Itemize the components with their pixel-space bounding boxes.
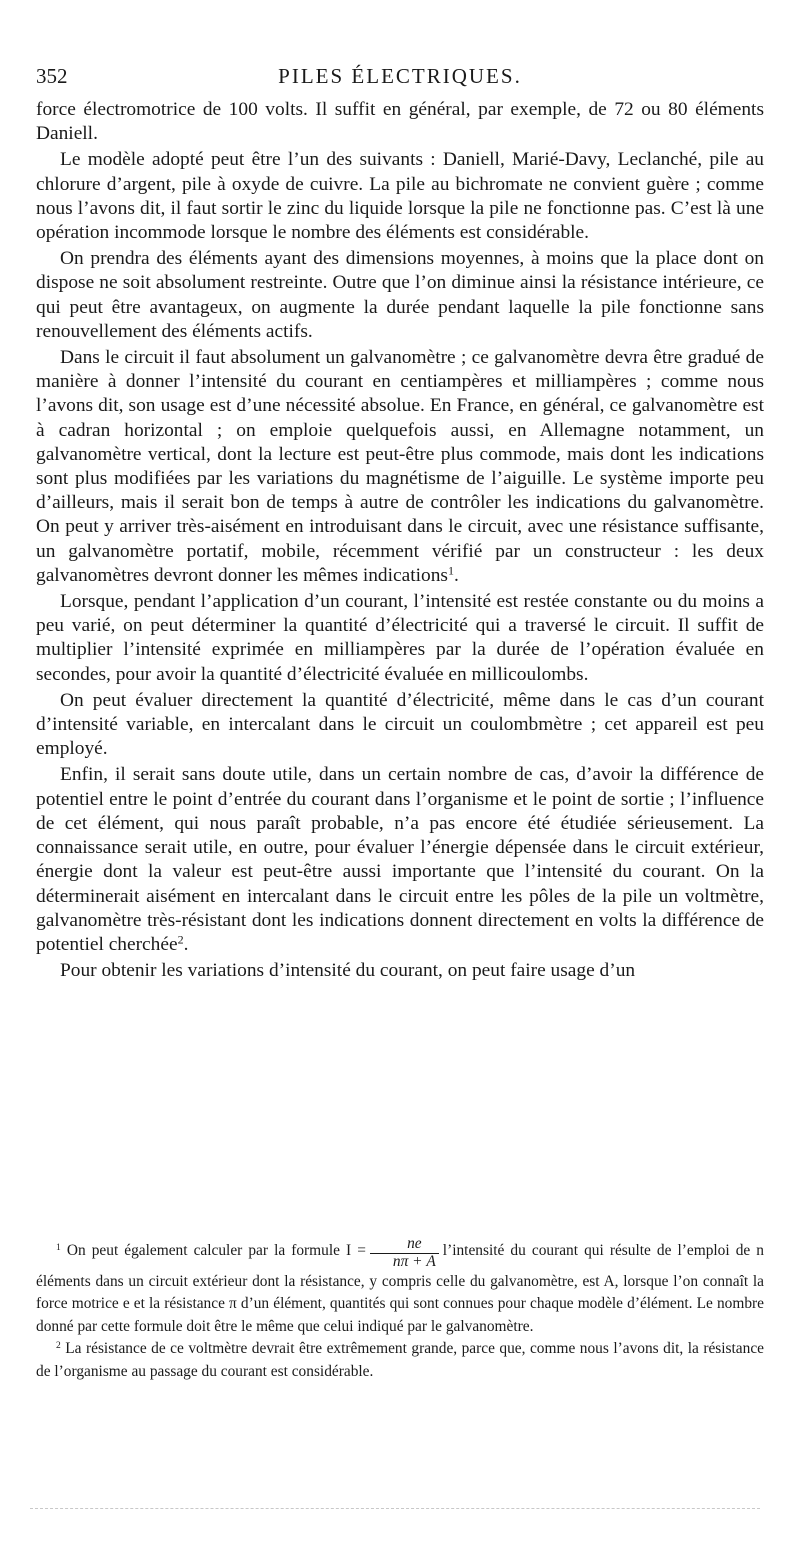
footnote-1 (36, 1236, 764, 1338)
footnote-2-mark: 2 (56, 1339, 61, 1351)
paragraph-7-text: Enfin, il serait sans doute utile, dans un certain nombre de cas, d’avoir la différence de potentiel entre le point d’entrée du courant dans l’organisme et le point de sortie ; l’influence de cet élément, qui nous paraît probable, n’a pas encore été étudiée sérieusement. La connaissance serait utile, en outre, pour évaluer l’énergie dépensée dans le circuit extérieur, énergie dont la valeur est peut-être aussi importante que l’intensité du courant. On la déterminerait aisément en intercalant dans le circuit entre les pôles de la pile un voltmètre, galvanomètre très-résistant dont les indications donnent directement en volts la différence de potentiel cherchée (36, 764, 764, 955)
footnote-ref-2[interactable]: 2 (177, 932, 184, 947)
page-number: 352 (36, 64, 68, 88)
running-title: PILES ÉLECTRIQUES. (278, 64, 522, 88)
paragraph-7 (36, 763, 764, 957)
bottom-rule (30, 1508, 760, 1509)
paragraph-8: Pour obtenir les variations d’intensité du courant, on peut faire usage d’un (60, 960, 636, 982)
formula-fraction (370, 1236, 439, 1271)
paragraph-5: Lorsque, pendant l’application d’un courant, l’intensité est restée constante ou du moins a peu varié, on peut déterminer la quantité d’électricité qui a traversé le circuit. Il suffit de multiplier l’intensité exprimée en milliampères par la durée de l’opération évaluée en secondes, pour avoir la quantité d’électricité évaluée en millicoulombs. (36, 591, 764, 685)
footnote-2-text: La résistance de ce voltmètre devrait être extrêmement grande, parce que, comme nous l’avons dit, la résistance de l’organisme au passage du courant est considérable. (36, 1340, 764, 1380)
formula-denominator: nπ + A (392, 1252, 436, 1270)
paragraph-6: On peut évaluer directement la quantité d’électricité, même dans le cas d’un courant d’intensité variable, en intercalant dans le circuit un coulombmètre ; cet appareil est peu employé. (36, 689, 764, 760)
paragraph-4 (36, 346, 764, 588)
paragraph-3: On prendra des éléments ayant des dimensions moyennes, à moins que la place dont on dispose ne soit absolument restreinte. Outre que l’on diminue ainsi la résistance intérieure, ce qui peut être avantageux, on augmente la durée pendant laquelle la pile fonctionne sans renouvellement des éléments actifs. (36, 248, 764, 342)
footnotes (36, 1236, 764, 1383)
paragraph-4-text: Dans le circuit il faut absolument un galvanomètre ; ce galvanomètre devra être gradué de manière à donner l’intensité du courant en centiampères et milliampères ; comme nous l’avons dit, son usage est d’une nécessité absolue. En France, en général, ce galvanomètre est à cadran horizontal ; on emploie quelquefois aussi, en Allemagne notamment, un galvanomètre vertical, dont la lecture est peut-être plus commode, mais dont les indications sont plus modifiées par les variations du magnétisme de l’aiguille. Le système importe peu d’ailleurs, mais il serait bon de temps à autre de contrôler les indications du galvanomètre. On peut y arriver très-aisément en introduisant dans le circuit, avec une résistance suffisante, un galvanomètre portatif, mobile, récemment vérifié par un constructeur : les deux galvanomètres devront donner les mêmes indications (36, 347, 764, 586)
footnote-2 (36, 1338, 764, 1383)
footnote-1-mark: 1 (56, 1241, 61, 1253)
paragraph-7-end: . (183, 933, 189, 955)
formula-numerator: ne (370, 1236, 439, 1254)
paragraph-2: Le modèle adopté peut être l’un des suivants : Daniell, Marié-Davy, Leclanché, pile au chlorure d’argent, pile à oxyde de cuivre. La pile au bichromate ne convient guère ; comme nous l’avons dit, il faut sortir le zinc du liquide lorsque la pile ne fonctionne pas. C’est là une opération incommode lorsque le nombre des éléments est considérable. (36, 149, 764, 244)
footnote-1-text-before: On peut également calculer par la formule I = (66, 1242, 366, 1260)
page-header (36, 64, 764, 92)
paragraph-1: force électromotrice de 100 volts. Il suffit en général, par exemple, de 72 ou 80 éléments Daniell. (36, 99, 764, 145)
paragraph-4-end: . (453, 564, 459, 586)
body-text (36, 98, 764, 985)
footnote-ref-1[interactable]: 1 (447, 563, 454, 578)
footnote-1-text-after: l’intensité du courant qui résulte de l’emploi de n éléments dans un circuit extérieur dont la résistance, y compris celle du galvanomètre, est A, lorsque l’on connaît la force motrice e et la résistance π d’un élément, quantités qui sont connues pour chaque modèle d’élément. Le nombre donné par cette formule doit être le même que celui indiqué par le galvanomètre. (36, 1242, 764, 1335)
